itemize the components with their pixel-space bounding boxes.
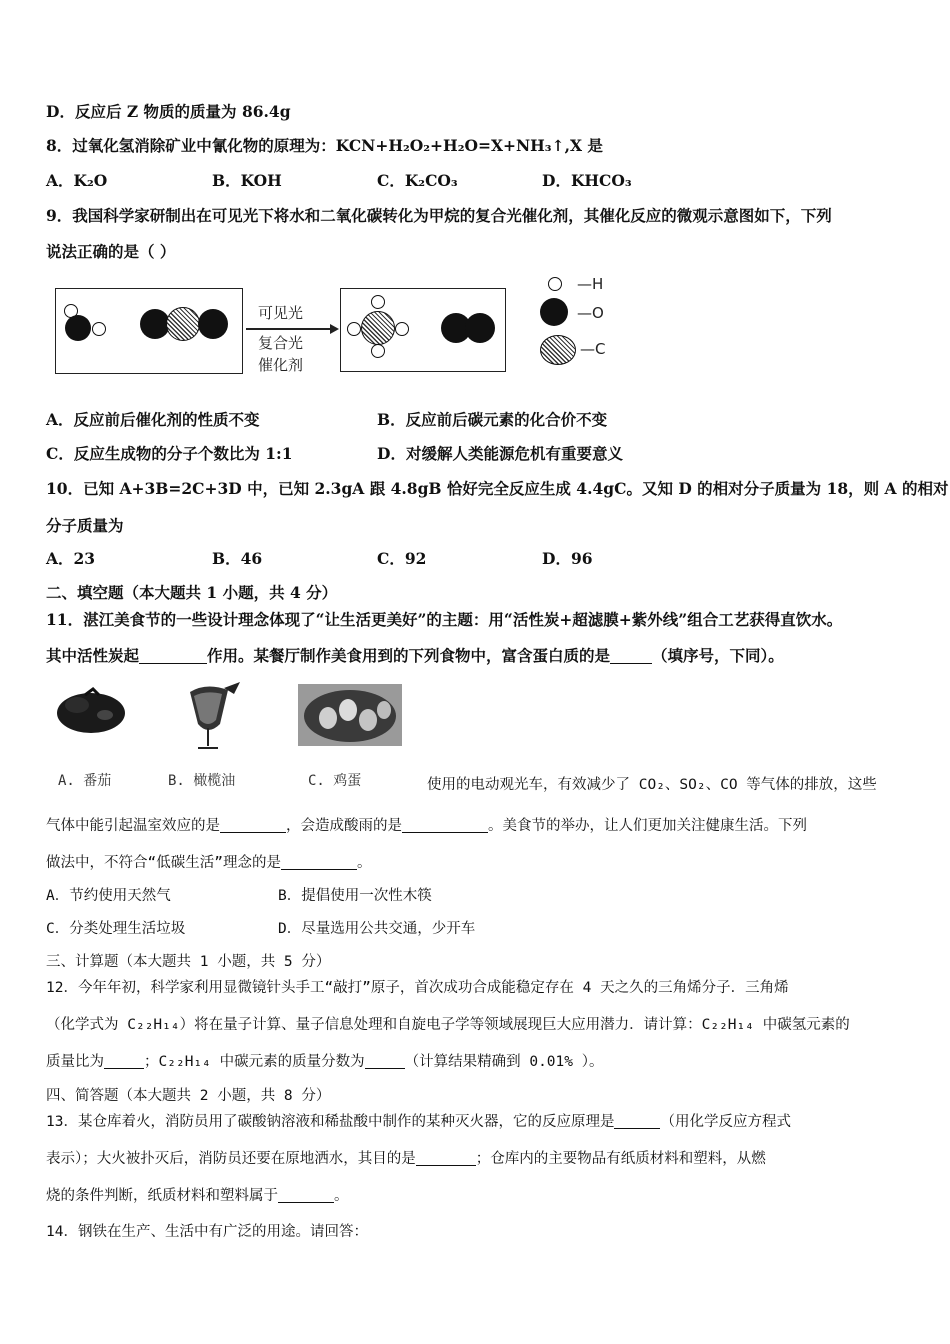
q8-stem: 8．过氧化氢消除矿业中氰化物的原理为：KCN+H₂O₂+H₂O=X+NH₃↑,X 是 [46,136,603,155]
q11-option-a: A．节约使用天然气 [46,888,171,904]
q11-option-c: C．分类处理生活垃圾 [46,921,186,937]
reaction-arrow [246,328,334,330]
q12-line3c: （计算结果精确到 0.01% ）。 [404,1054,604,1070]
q12-line3a: 质量比为 [46,1054,104,1070]
q8-option-b: B．KOH [212,171,282,190]
q10-option-c: C．92 [377,549,427,568]
q11-line4 [46,815,807,837]
oxygen-legend-icon [540,298,568,326]
section2-title: 二、填空题（本大题共 1 小题，共 4 分） [46,583,338,602]
food-caption-b: B. 橄榄油 [168,773,236,789]
carbon-atom [361,311,395,345]
q9-option-d: D．对缓解人类能源危机有重要意义 [377,444,623,463]
q9-option-b: B．反应前后碳元素的化合价不变 [377,410,608,429]
blank-carbon-role [139,648,207,664]
arrow-head-icon [330,324,339,334]
q11-line2a: 其中活性炭起 [46,646,140,665]
arrow-label-bottom2: 催化剂 [258,356,304,374]
arrow-label-top: 可见光 [258,304,304,322]
blank-acid-rain-gas [402,817,488,833]
q8-option-d: D．KHCO₃ [542,171,632,190]
q12-line2: （化学式为 C₂₂H₁₄）将在量子计算、量子信息处理和自旋电子学等领域展现巨大应用潜力．请计算：C₂₂H₁₄ 中碳氢元素的 [46,1017,850,1033]
hydrogen-atom [347,322,361,336]
q9-option-a: A．反应前后催化剂的性质不变 [46,410,260,429]
oxygen-atom [65,315,91,341]
q12-line3b: ；C₂₂H₁₄ 中碳元素的质量分数为 [144,1054,365,1070]
q13-line3b: 。 [334,1188,349,1204]
blank-water-purpose [416,1150,476,1166]
q11-line5a: 做法中，不符合“低碳生活”理念的是 [46,855,281,871]
q10-stem-line1: 10．已知 A+3B=2C+3D 中，已知 2.3gA 跟 4.8gB 恰好完全反应生成 4.4gC。又知 D 的相对分子质量为 18，则 A 的相对 [46,479,949,498]
legend-h: —H [577,275,604,293]
q13-line2 [46,1148,766,1170]
q11-line5 [46,852,371,874]
blank-reaction-equation [614,1113,660,1129]
q11-line4a: 气体中能引起温室效应的是 [46,818,220,834]
q7-option-d: D．反应后 Z 物质的质量为 86.4g [46,102,291,121]
q11-line2c: （填序号，下同）。 [652,646,784,665]
legend-c: —C [580,340,606,358]
blank-mass-fraction [365,1053,405,1069]
tomato-image [55,685,127,737]
q11-option-d: D．尽量选用公共交通，少开车 [278,921,476,937]
q13-line1 [46,1111,791,1133]
q11-line4c: 。美食节的举办，让人们更加关注健康生活。下列 [488,818,807,834]
q10-option-a: A．23 [46,549,96,568]
q8-option-c: C．K₂CO₃ [377,171,458,190]
products-box [340,288,506,372]
hydrogen-atom [92,322,106,336]
q13-line3 [46,1185,349,1207]
blank-protein-food [610,648,652,664]
q11-line1: 11．湛江美食节的一些设计理念体现了“让生活更美好”的主题：用“活性炭+超滤膜+紫外线”组合工艺获得直饮水。 [46,610,843,629]
q13-line2b: ；仓库内的主要物品有纸质材料和塑料，从燃 [475,1151,766,1167]
q9-option-c: C．反应生成物的分子个数比为 1:1 [46,444,293,463]
hydrogen-atom [371,344,385,358]
reactants-box [55,288,243,374]
hydrogen-atom [395,322,409,336]
q11-line3: 使用的电动观光车，有效减少了 CO₂、SO₂、CO 等气体的排放，这些 [427,777,877,793]
q11-line2b: 作用。某餐厅制作美食用到的下列食物中，富含蛋白质的是 [207,646,611,665]
arrow-label-bottom1: 复合光 [258,334,304,352]
blank-mass-ratio [104,1053,144,1069]
q12-line3 [46,1051,603,1073]
q13-line2a: 表示）；大火被扑灭后，消防员还要在原地洒水，其目的是 [46,1151,416,1167]
oxygen-atom [465,313,495,343]
blank-low-carbon [281,854,357,870]
food-caption-a: A. 番茄 [58,773,112,789]
q10-stem-line2: 分子质量为 [46,516,124,535]
q14-stem: 14．钢铁在生产、生活中有广泛的用途。请回答： [46,1224,368,1240]
q13-line1b: （用化学反应方程式 [660,1114,791,1130]
q10-option-d: D．96 [542,549,593,568]
q12-line1: 12．今年年初，科学家利用显微镜针头手工“敲打”原子，首次成功合成能稳定存在 4 天之久的三角烯分子．三角烯 [46,980,789,996]
q11-line4b: ，会造成酸雨的是 [286,818,402,834]
legend-o: —O [577,304,604,322]
egg-image [298,684,402,746]
section4-title: 四、简答题（本大题共 2 小题，共 8 分） [46,1088,331,1104]
oxygen-atom [198,309,228,339]
food-caption-c: C. 鸡蛋 [308,773,362,789]
blank-greenhouse-gas [220,817,286,833]
q11-line5b: 。 [356,855,372,871]
q13-line3a: 烧的条件判断，纸质材料和塑料属于 [46,1188,278,1204]
q13-line1a: 13．某仓库着火，消防员用了碳酸钠溶液和稀盐酸中制作的某种灭火器，它的反应原理是 [46,1114,615,1130]
q10-option-b: B．46 [212,549,263,568]
blank-combustible [278,1187,334,1203]
olive-oil-image [176,680,246,752]
carbon-atom [166,307,200,341]
carbon-legend-icon [540,335,576,365]
q11-line2 [46,645,784,667]
hydrogen-atom [371,295,385,309]
section3-title: 三、计算题（本大题共 1 小题，共 5 分） [46,954,331,970]
q9-stem-line1: 9．我国科学家研制出在可见光下将水和二氧化碳转化为甲烷的复合光催化剂，其催化反应的微观示意图如下，下列 [46,206,832,225]
q8-option-a: A．K₂O [46,171,108,190]
hydrogen-legend-icon [548,277,562,291]
q11-option-b: B．提倡使用一次性木筷 [278,888,432,904]
q9-stem-line2: 说法正确的是（ ） [46,242,176,261]
